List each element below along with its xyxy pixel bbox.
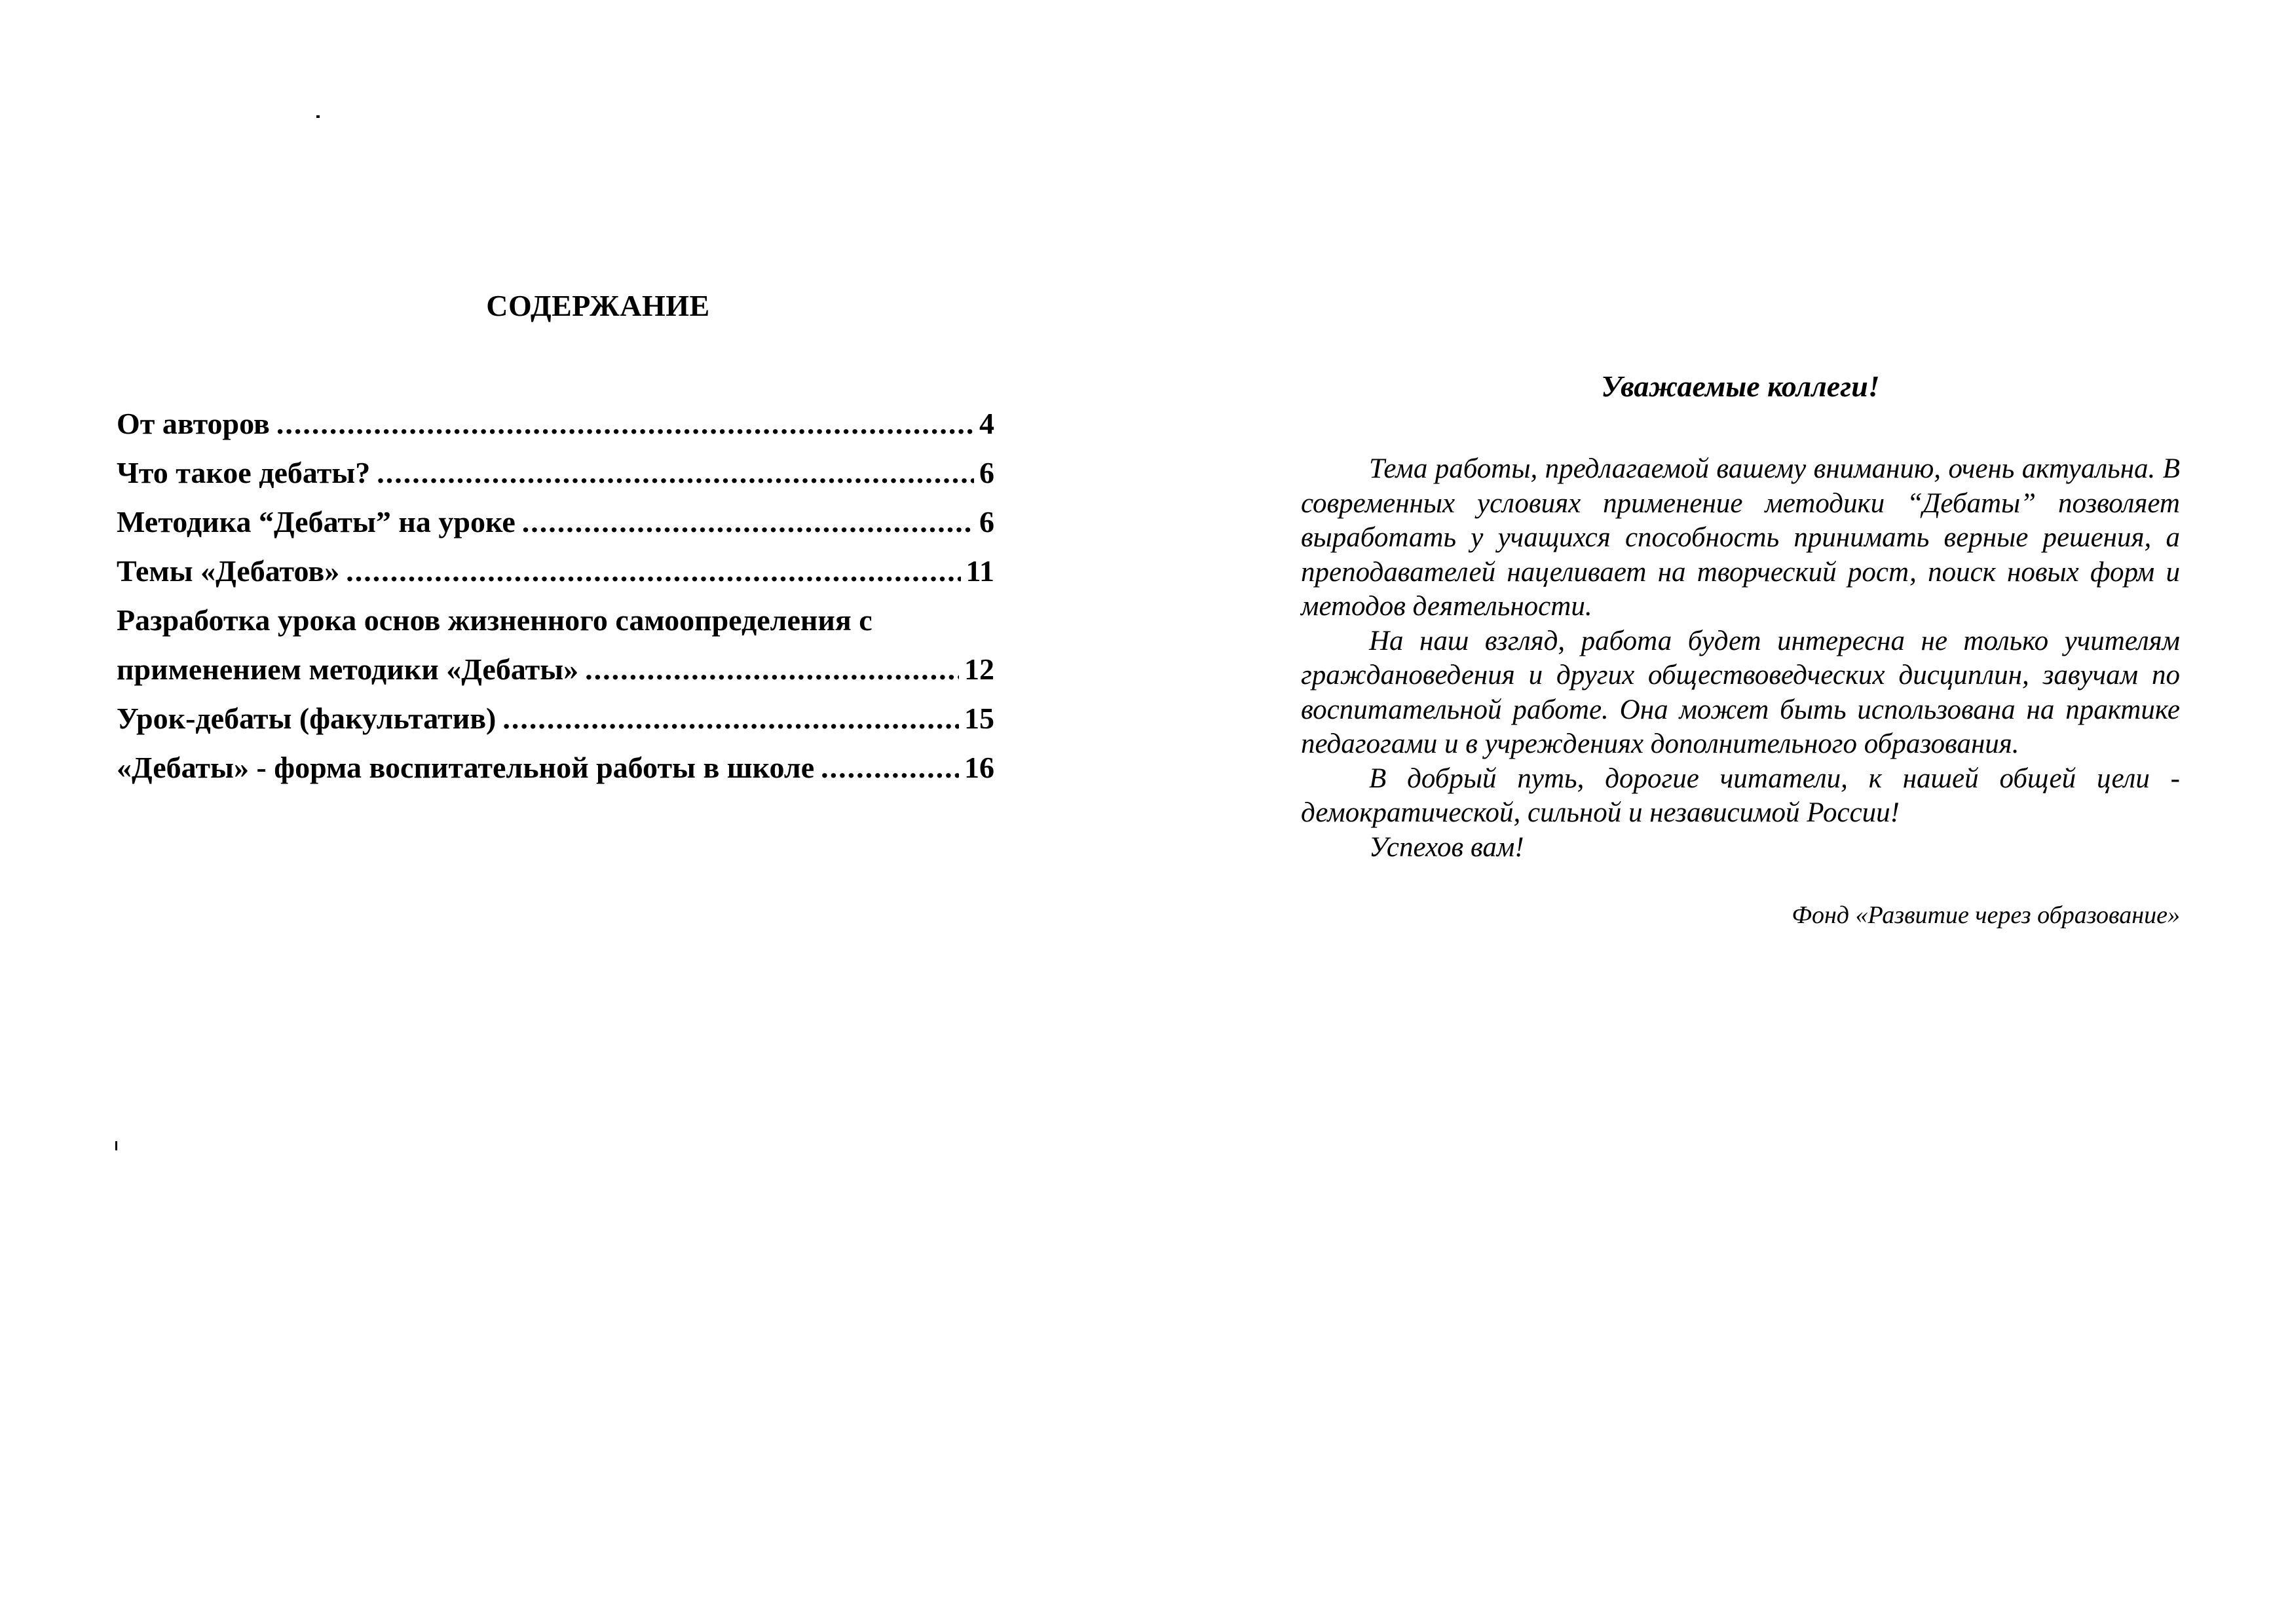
toc-item-label: От авторов [117, 407, 270, 440]
table-of-contents [117, 286, 994, 792]
toc-item-label-line2: применением методики «Дебаты» [117, 652, 579, 686]
toc-item[interactable] [117, 546, 994, 595]
letter-signature: Фонд «Развитие через образование» [1792, 901, 2180, 929]
toc-title: СОДЕРЖАНИЕ [486, 289, 710, 322]
toc-item-label: Темы «Дебатов» [117, 554, 340, 588]
toc-item-page: 6 [979, 456, 994, 489]
toc-item-page: 15 [964, 702, 994, 735]
toc-leader-dots [522, 497, 974, 546]
toc-item[interactable] [117, 743, 994, 792]
letter-paragraph: Успехов вам! [1369, 831, 1524, 863]
toc-item-label-line1: Разработка урока основ жизненного самоопределения с [117, 603, 873, 637]
toc-item-page: 16 [964, 751, 994, 784]
letter-paragraph: В добрый путь, дорогие читатели, к нашей общей цели - демократической, сильной и независимой России! [1301, 763, 2180, 828]
toc-item-label: Что такое дебаты? [117, 456, 371, 489]
toc-leader-dots [377, 448, 974, 497]
toc-leader-dots [821, 743, 959, 792]
toc-item-label: Методика “Дебаты” на уроке [117, 505, 516, 538]
toc-item[interactable] [117, 448, 994, 497]
toc-leader-dots [502, 694, 959, 743]
toc-item-label: Урок-дебаты (факультатив) [117, 702, 497, 735]
toc-leader-dots [346, 546, 960, 595]
toc-leader-dots [276, 399, 974, 448]
toc-item-page: 6 [979, 505, 994, 538]
toc-item-page: 12 [964, 652, 994, 686]
toc-item[interactable] [117, 694, 994, 743]
letter-title: Уважаемые коллеги! [1601, 369, 1880, 403]
toc-item[interactable] [117, 595, 994, 694]
toc-item-label: «Дебаты» - форма воспитательной работы в школе [117, 751, 815, 784]
toc-list [117, 399, 994, 792]
scan-dot-mark [316, 115, 320, 118]
toc-item[interactable] [117, 399, 994, 448]
toc-item-page: 4 [979, 407, 994, 440]
address-to-colleagues [1301, 367, 2180, 932]
letter-paragraph: Тема работы, предлагаемой вашему вниманию, очень актуальна. В современных условиях применение методики “Дебаты” позволяет выработать у учащихся способность принимать верные решения, а преподавателей нацеливает на творческий рост, поиск новых форм и методов деятельности. [1301, 453, 2180, 622]
letter-body [1301, 452, 2180, 865]
toc-item-page: 11 [966, 554, 994, 588]
scan-tick-mark [115, 1141, 117, 1150]
toc-item-line2 [117, 645, 994, 694]
letter-paragraph: На наш взгляд, работа будет интересна не только учителям граждановедения и других обществоведческих дисциплин, завучам по воспитательной работе. Она может быть использована на практике педагогами и в учреждениях дополнительного образования. [1301, 625, 2180, 759]
toc-item[interactable] [117, 497, 994, 546]
toc-leader-dots [585, 645, 959, 694]
